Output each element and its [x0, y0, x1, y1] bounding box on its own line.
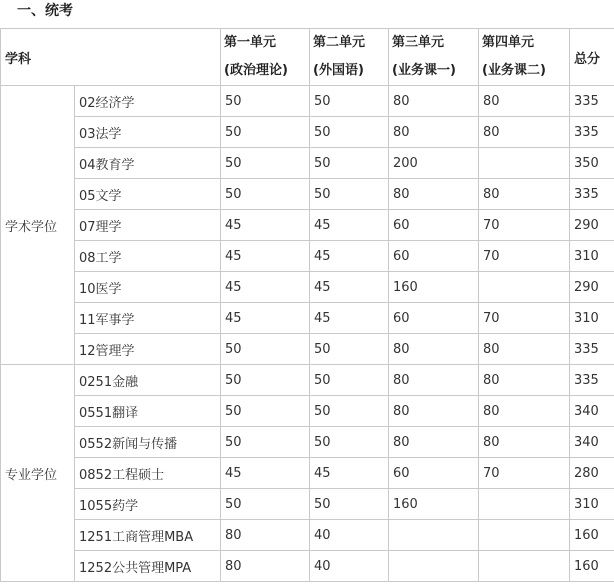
unit-2-score: 40	[310, 520, 389, 551]
unit-2-score: 45	[310, 210, 389, 241]
table-row	[1, 427, 614, 458]
unit-1-score: 50	[221, 117, 310, 148]
header-unit-1	[221, 29, 310, 86]
subject-cell: 1251工商管理MBA	[75, 520, 221, 551]
unit-1-score: 45	[221, 241, 310, 272]
unit-2-score: 50	[310, 86, 389, 117]
subject-cell: 0551翻译	[75, 396, 221, 427]
unit-3-score: 80	[389, 117, 479, 148]
unit-4-score: 80	[479, 365, 570, 396]
unit-2-score: 50	[310, 365, 389, 396]
unit-2-score: 50	[310, 334, 389, 365]
unit-3-score: 60	[389, 303, 479, 334]
subject-cell: 11军事学	[75, 303, 221, 334]
header-unit-3	[389, 29, 479, 86]
unit-1-score: 50	[221, 334, 310, 365]
total-score: 290	[570, 210, 614, 241]
unit-1-score: 80	[221, 520, 310, 551]
total-score: 350	[570, 148, 614, 179]
table-row	[1, 396, 614, 427]
unit-3-score: 60	[389, 241, 479, 272]
table-row	[1, 272, 614, 303]
unit-4-score: 80	[479, 427, 570, 458]
header-total: 总分	[570, 29, 614, 86]
unit-2-score: 45	[310, 303, 389, 334]
table-row	[1, 334, 614, 365]
table-row	[1, 458, 614, 489]
subject-cell: 0852工程硕士	[75, 458, 221, 489]
header-unit-3-name: 第三单元	[392, 35, 445, 50]
table-row	[1, 210, 614, 241]
unit-1-score: 50	[221, 86, 310, 117]
total-score: 340	[570, 427, 614, 458]
header-row	[1, 29, 614, 86]
unit-2-score: 50	[310, 489, 389, 520]
header-unit-4-name: 第四单元	[482, 35, 535, 50]
unit-3-score: 60	[389, 458, 479, 489]
total-score: 290	[570, 272, 614, 303]
unit-1-score: 50	[221, 365, 310, 396]
unit-2-score: 45	[310, 272, 389, 303]
header-unit-2-name: 第二单元	[313, 35, 366, 50]
table-body	[1, 29, 614, 582]
unit-3-score: 160	[389, 489, 479, 520]
unit-2-score: 50	[310, 427, 389, 458]
unit-3-score: 80	[389, 396, 479, 427]
unit-4-score: 70	[479, 303, 570, 334]
total-score: 335	[570, 365, 614, 396]
unit-3-score: 80	[389, 365, 479, 396]
total-score: 160	[570, 520, 614, 551]
table-row	[1, 148, 614, 179]
unit-4-score: 70	[479, 210, 570, 241]
unit-1-score: 50	[221, 179, 310, 210]
unit-4-score: 80	[479, 334, 570, 365]
header-unit-4-desc: (业务课二)	[482, 63, 546, 78]
total-score: 335	[570, 334, 614, 365]
table-row	[1, 303, 614, 334]
header-unit-1-desc: (政治理论)	[224, 63, 288, 78]
table-row	[1, 551, 614, 582]
header-subject: 学科	[1, 29, 221, 86]
unit-4-score: 70	[479, 458, 570, 489]
unit-4-score: 80	[479, 117, 570, 148]
table-row	[1, 241, 614, 272]
table-row	[1, 489, 614, 520]
degree-type-cell: 专业学位	[1, 365, 75, 582]
unit-1-score: 80	[221, 551, 310, 582]
table-row	[1, 520, 614, 551]
unit-1-score: 45	[221, 272, 310, 303]
subject-cell: 03法学	[75, 117, 221, 148]
subject-cell: 1252公共管理MPA	[75, 551, 221, 582]
unit-3-score	[389, 551, 479, 582]
table-row	[1, 365, 614, 396]
header-unit-2-desc: (外国语)	[313, 63, 364, 78]
unit-2-score: 40	[310, 551, 389, 582]
total-score: 160	[570, 551, 614, 582]
total-score: 335	[570, 117, 614, 148]
unit-4-score: 70	[479, 241, 570, 272]
subject-cell: 12管理学	[75, 334, 221, 365]
section-heading: 一、统考	[17, 3, 73, 19]
unit-2-score: 50	[310, 148, 389, 179]
unit-4-score	[479, 272, 570, 303]
unit-1-score: 45	[221, 210, 310, 241]
unit-3-score	[389, 520, 479, 551]
unit-2-score: 50	[310, 117, 389, 148]
table-row	[1, 117, 614, 148]
total-score: 310	[570, 489, 614, 520]
total-score: 335	[570, 179, 614, 210]
unit-1-score: 50	[221, 427, 310, 458]
score-table	[0, 28, 614, 582]
header-unit-4	[479, 29, 570, 86]
unit-2-score: 50	[310, 396, 389, 427]
unit-4-score	[479, 551, 570, 582]
subject-cell: 02经济学	[75, 86, 221, 117]
total-score: 335	[570, 86, 614, 117]
total-score: 310	[570, 303, 614, 334]
unit-4-score	[479, 148, 570, 179]
total-score: 280	[570, 458, 614, 489]
unit-1-score: 50	[221, 489, 310, 520]
total-score: 310	[570, 241, 614, 272]
unit-1-score: 45	[221, 458, 310, 489]
table-row	[1, 86, 614, 117]
subject-cell: 0251金融	[75, 365, 221, 396]
unit-1-score: 50	[221, 396, 310, 427]
unit-4-score: 80	[479, 179, 570, 210]
unit-3-score: 160	[389, 272, 479, 303]
unit-2-score: 45	[310, 241, 389, 272]
subject-cell: 1055药学	[75, 489, 221, 520]
unit-4-score: 80	[479, 86, 570, 117]
unit-3-score: 80	[389, 86, 479, 117]
degree-type-cell: 学术学位	[1, 86, 75, 365]
subject-cell: 0552新闻与传播	[75, 427, 221, 458]
unit-4-score	[479, 489, 570, 520]
unit-1-score: 50	[221, 148, 310, 179]
unit-2-score: 50	[310, 179, 389, 210]
subject-cell: 07理学	[75, 210, 221, 241]
header-unit-1-name: 第一单元	[224, 35, 277, 50]
unit-3-score: 80	[389, 179, 479, 210]
header-unit-3-desc: (业务课一)	[392, 63, 456, 78]
subject-cell: 08工学	[75, 241, 221, 272]
subject-cell: 04教育学	[75, 148, 221, 179]
unit-3-score: 80	[389, 334, 479, 365]
unit-4-score: 80	[479, 396, 570, 427]
unit-2-score: 45	[310, 458, 389, 489]
table-row	[1, 179, 614, 210]
subject-cell: 05文学	[75, 179, 221, 210]
unit-4-score	[479, 520, 570, 551]
header-unit-2	[310, 29, 389, 86]
subject-cell: 10医学	[75, 272, 221, 303]
total-score: 340	[570, 396, 614, 427]
unit-3-score: 80	[389, 427, 479, 458]
unit-3-score: 60	[389, 210, 479, 241]
unit-1-score: 45	[221, 303, 310, 334]
unit-3-score: 200	[389, 148, 479, 179]
